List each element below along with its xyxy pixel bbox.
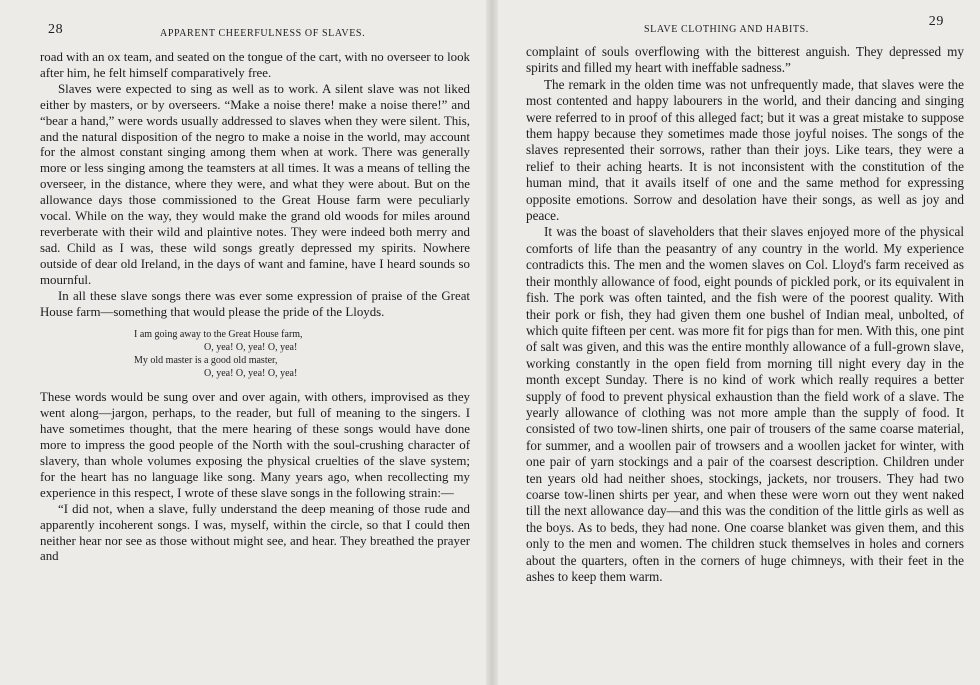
right-page [496,0,980,685]
right-page-number: 29 [928,14,944,29]
slave-song-verse [40,328,470,380]
song-line: O, yea! O, yea! O, yea! [204,342,298,354]
left-page-header [40,22,470,44]
song-line: My old master is a good old master, [134,355,278,367]
paragraph: The remark in the olden time was not unfrequently made, that slaves were the most contented and happy labourers in the world, and their dancing and singing were referred to in proof of this alleged fact; but it was a great mistake to suppose them happy because they sometimes made those joyful noises. The songs of the slaves represented their sorrows, rather than their joys. Like tears, they were a relief to their aching hearts. It is not inconsistent with the constitution of the human mind, that it avails itself of one and the same method for expressing opposite emotions. Sorrow and desolation have their songs, as well as joy and peace. [526,76,964,224]
paragraph: road with an ox team, and seated on the tongue of the cart, with no overseer to look after him, he felt himself comparatively free. [40,50,470,80]
left-page-number: 28 [48,22,64,37]
right-page-header [526,14,964,38]
song-line: I am going away to the Great House farm, [134,329,303,341]
left-page [0,0,488,685]
paragraph: complaint of souls overflowing with the bitterest anguish. They depressed my spirits and filled my heart with ineffable sadness.” [526,44,964,76]
song-line: O, yea! O, yea! O, yea! [204,368,298,380]
paragraph: Slaves were expected to sing as well as to work. A silent slave was not liked either by masters, or by overseers. “Make a noise there! make a noise there!” and “bear a hand,” were words usually addressed to slaves when they were silent. This, and the natural disposition of the negro to make a noise in the world, may account for the almost constant singing among them when at work. There was generally more or less singing among the teamsters at all times. It was a means of telling the overseer, in the distance, where they were, and what they were about. But on the allowance days those commissioned to the Great House farm were peculiarly vocal. While on the way, they would make the grand old woods for miles around reverberate with their wild and plaintive notes. They were indeed both merry and sad. Child as I was, these wild songs greatly depressed my spirits. Nowhere outside of dear old Ireland, in the days of want and famine, have I heard sounds so mournful. [40,81,470,287]
right-body-text [526,44,964,585]
paragraph: “I did not, when a slave, fully understand the deep meaning of those rude and apparently incoherent songs. I was, myself, within the circle, so that I could then neither hear nor see as those without might see, and hear. They breathed the prayer and [40,501,470,564]
left-body-text [40,50,470,565]
right-running-title: SLAVE CLOTHING AND HABITS. [644,24,809,35]
paragraph: It was the boast of slaveholders that their slaves enjoyed more of the physical comforts of life than the peasantry of any country in the world. My experience contradicts this. The men and the women slaves on Col. Lloyd's farm received as their monthly allowance of food, eight pounds of pickled pork, or its equivalent in fish. The pork was often tainted, and the fish were of the poorest quality. With their pork or fish, they had given them one bushel of Indian meal, unbolted, of which quite fifteen per cent. was more fit for pigs than for men. With this, one pint of salt was given, and this was the entire monthly allowance of a full-grown slave, working constantly in the open field from morning till night every day in the month except Sunday. There is no kind of work which really requires a better supply of food to prevent physical exhaustion than the field work of a slave. The yearly allowance of clothing was not more ample than the supply of food. It consisted of two tow-linen shirts, one pair of trousers of the same coarse material, for summer, and a woollen pair of trowsers and a woollen jacket for winter, with one pair of yarn stockings and a pair of the coarsest description. Children under ten years old had neither shoes, stockings, jackets, nor trousers. They had two coarse tow-linen shirts per year, and when these were worn out they went naked till the next allowance day—and this was the condition of the little girls as well as the boys. As to beds, they had none. One coarse blanket was given them, and this only to the men and women. The children stuck themselves in holes and corners about the quarters, often in the corners of huge chimneys, with their feet in the ashes to keep them warm. [526,224,964,584]
left-running-title: APPARENT CHEERFULNESS OF SLAVES. [160,28,366,39]
paragraph: These words would be sung over and over again, with others, improvised as they went along—jargon, perhaps, to the reader, but full of meaning to the singers. I have sometimes thought, that the mere hearing of these songs would have done more to impress the good people of the North with the soul-crushing character of slavery, than whole volumes exposing the physical cruelties of the slave system; for the heart has no language like song. Many years ago, when recollecting my experience in this respect, I wrote of these slave songs in the following strain:— [40,390,470,500]
paragraph: In all these slave songs there was ever some expression of praise of the Great House farm—something that would please the pride of the Lloyds. [40,288,470,319]
